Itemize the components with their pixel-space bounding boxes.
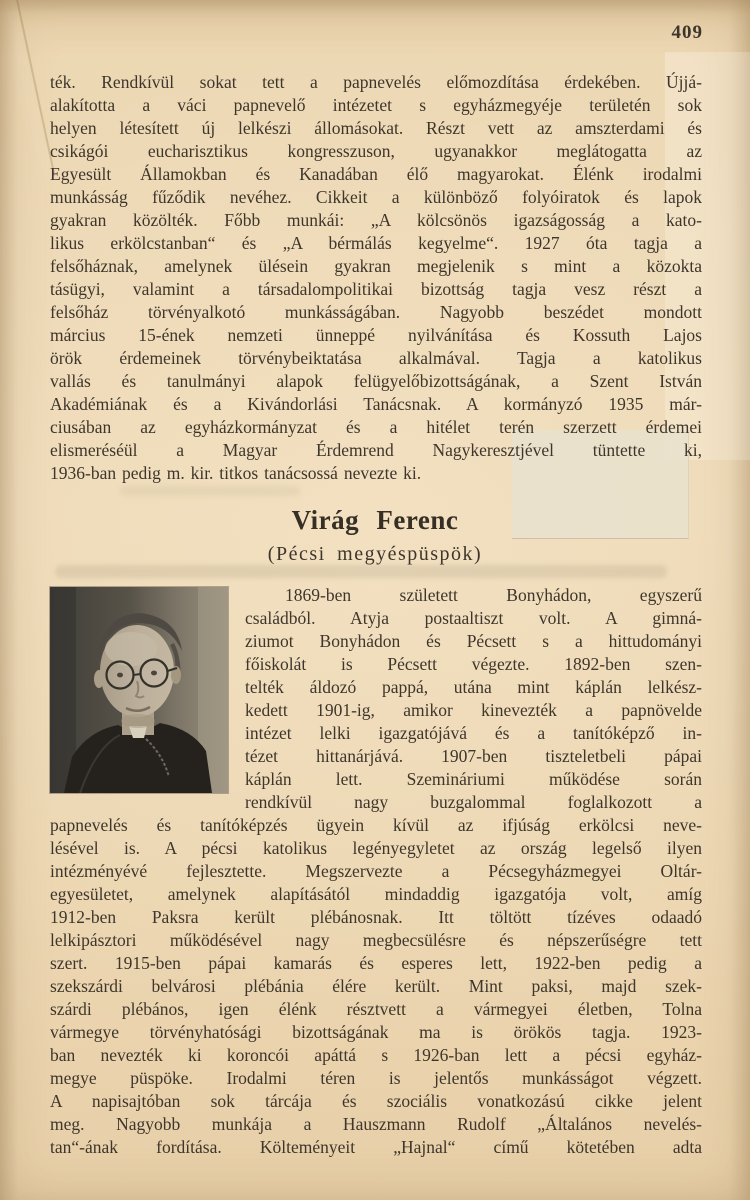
continuation-paragraph [50, 71, 702, 485]
text-line: gyakran közölték. Főbb munkái: „A kölcsönös igazságosság a kato- [50, 210, 702, 230]
text-line: csikágói eucharisztikus kongresszuson, ugyanakkor meglátogatta az [50, 141, 702, 161]
text-line: ziumot Bonyhádon és Pécsett s a hittudományi [245, 631, 702, 651]
text-line: megye püspöke. Irodalmi téren is jelentős munkásságot végzett. [50, 1068, 702, 1088]
ink-bleedthrough-artifact [120, 486, 300, 496]
text-line: szárdi plébános, igen élénk résztvett a vármegyei életben, Tolna [50, 999, 702, 1019]
text-line: főiskolát is Pécsett végezte. 1892-ben szen- [245, 654, 702, 674]
page-number: 409 [671, 22, 703, 43]
text-line: telték áldozó pappá, utána mint káplán lelkész- [245, 677, 702, 697]
text-line: ciusában az egyházkormányzat és a hitélet terén szerzett érdemei [50, 417, 702, 437]
ink-bleedthrough-artifact [55, 565, 667, 578]
text-line: tásügyi, valamint a társadalompolitikai bizottság tagja vesz részt a [50, 279, 702, 299]
text-line: tézet hittanárjává. 1907-ben tiszteletbeli pápai [245, 746, 702, 766]
text-line: március 15-ének nemzeti ünneppé nyilvánítása és Kossuth Lajos [50, 325, 702, 345]
text-line: káplán lett. Szemináriumi működése során [245, 769, 702, 789]
text-line: egyesületet, amelynek alapításától mindaddig igazgatója volt, amíg [50, 884, 702, 904]
text-line: Akadémiának és a Kivándorlási Tanácsnak. A kormányzó 1935 már- [50, 394, 702, 414]
portrait-photo [50, 587, 228, 793]
text-line: meg. Nagyobb munkája a Hauszmann Rudolf „Általános nevelés- [50, 1114, 702, 1134]
text-line: helyen létesített új lelkészi állomásokat. Részt vett az amszterdami és [50, 118, 702, 138]
text-line: intézményévé fejlesztette. Megszervezte a Pécsegyházmegyei Oltár- [50, 861, 702, 881]
text-line: likus erkölcstanban“ és „A bérmálás kegyelme“. 1927 óta tagja a [50, 233, 702, 253]
text-line: szert. 1915-ben pápai kamarás és esperes lett, 1922-ben pedig a [50, 953, 702, 973]
text-line: lelkipásztori működésével nagy megbecsülésre és népszerűségre tett [50, 930, 702, 950]
text-line: Egyesült Államokban és Kanadában élő magyarokat. Élénk irodalmi [50, 164, 702, 184]
text-line: családból. Atyja postaaltiszt volt. A gimná- [245, 608, 702, 628]
text-line: szekszárdi belvárosi plébánia élére került. Mint paksi, majd szek- [50, 976, 702, 996]
text-line: A napisajtóban sok tárcája és szociális vonatkozású cikke jelent [50, 1091, 702, 1111]
text-line: ban nevezték ki koroncói apáttá s 1926-ban lett a pécsi egyház- [50, 1045, 702, 1065]
text-line: ték. Rendkívül sokat tett a papnevelés előmozdítása érdekében. Újjá- [50, 72, 702, 92]
text-line: vármegye törvényhatósági bizottságának ma is örökös tagja. 1923- [50, 1022, 702, 1042]
article-title: Virág Ferenc [291, 505, 459, 535]
text-line: tan“-ának fordítása. Költeményeit „Hajnal“ című kötetében adta [50, 1137, 702, 1157]
text-line: örök érdemeinek törvénybeiktatása alkalmával. Tagja a katolikus [50, 348, 702, 368]
text-line: papnevelés és tanítóképzés ügyein kívül az ifjúság erkölcsi neve- [50, 815, 702, 835]
text-line: felsőháznak, amelynek ülésein gyakran megjelenik s mint a közokta [50, 256, 702, 276]
text-line: rendkívül nagy buzgalommal foglalkozott a [245, 792, 702, 812]
biography-wrapped-text [245, 584, 702, 814]
text-line: vallás és tanulmányi alapok felügyelőbizottságának, a Szent István [50, 371, 702, 391]
text-line: lésével is. A pécsi katolikus legényegyletet az ország legelső ilyen [50, 838, 702, 858]
text-line: 1912-ben Paksra került plébánosnak. Itt töltött tízéves odaadó [50, 907, 702, 927]
text-line: munkásság fűződik nevéhez. Cikkeit a különböző folyóiratok és lapok [50, 187, 702, 207]
text-line: 1869-ben született Bonyhádon, egyszerű [285, 585, 702, 605]
text-line: 1936-ban pedig m. kir. titkos tanácsossá nevezte ki. [50, 463, 422, 483]
text-line: elismeréséül a Magyar Érdemrend Nagykeresztjével tüntette ki, [50, 440, 702, 460]
text-line: felsőház törvényalkotó munkásságában. Nagyobb beszédet mondott [50, 302, 702, 322]
text-line: alakította a váci papnevelő intézetet s egyházmegyéje területén sok [50, 95, 702, 115]
biography-section [50, 584, 702, 1159]
article-subtitle: (Pécsi megyéspüspök) [267, 543, 483, 565]
text-line: intézet lelki igazgatójává és a tanítóképző in- [245, 723, 702, 743]
biography-full-width-text [50, 814, 702, 1159]
text-line: kedett 1901-ig, amikor kinevezték a papnövelde [245, 700, 702, 720]
